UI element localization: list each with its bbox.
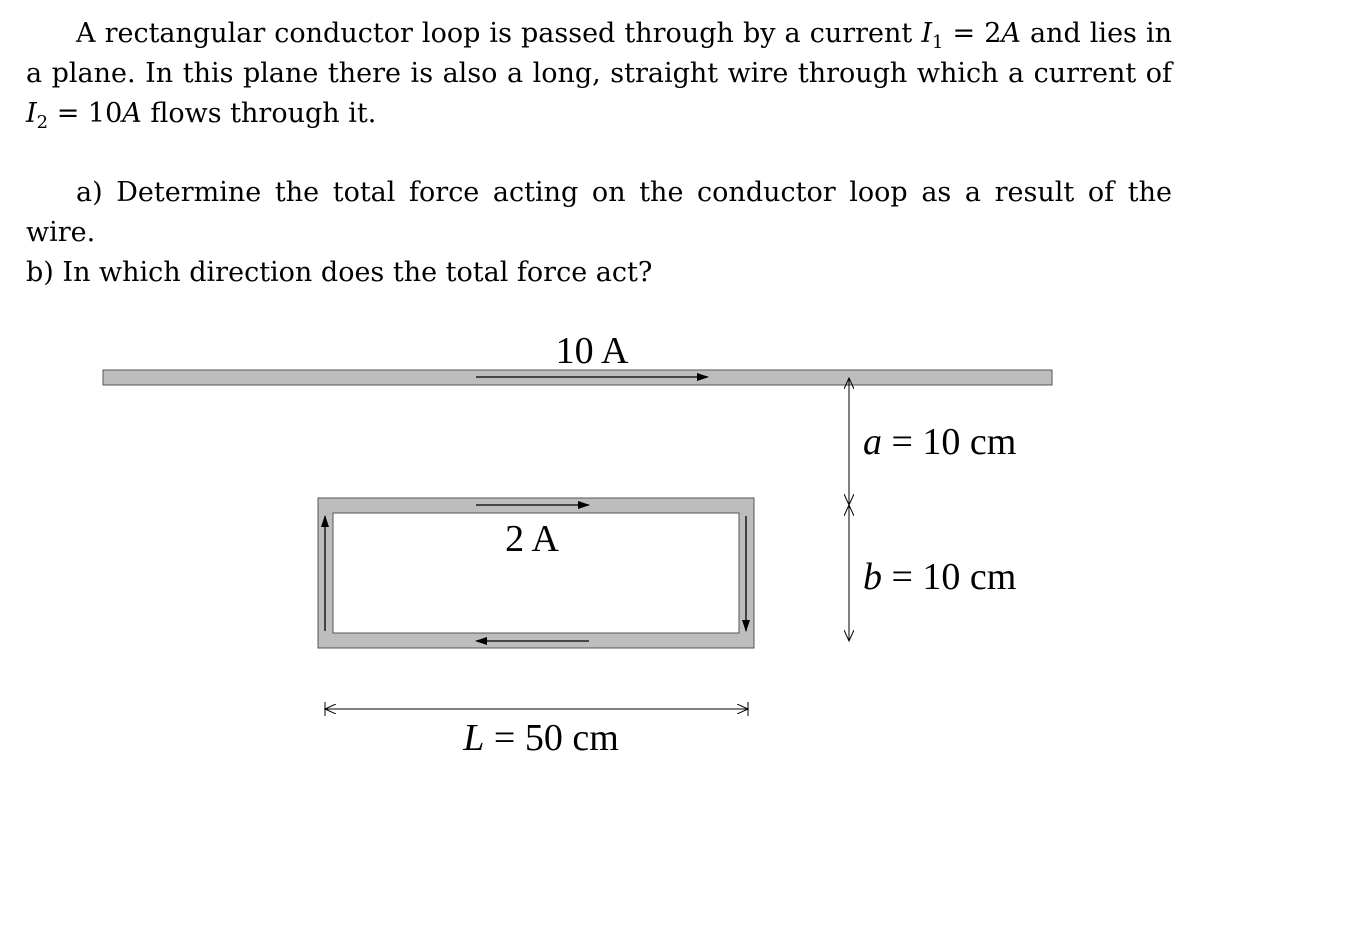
current-i2-symbol: I	[26, 98, 37, 129]
current-i2-unit: A	[122, 98, 142, 129]
current-i1-symbol: I	[921, 18, 932, 49]
current-i2-subscript: 2	[36, 112, 49, 133]
current-i2-value: = 10	[48, 98, 123, 129]
dimension-l-label	[462, 717, 619, 759]
question-b: b) In which direction does the total force act?	[26, 257, 653, 288]
loop-current-label: 2 A	[505, 518, 559, 560]
statement-part-2: and lies in a plane. In this plane there is also a long, straight wire through which a current of	[26, 18, 1172, 89]
current-i1-subscript: 1	[932, 32, 944, 53]
dimension-b-symbol: b	[863, 556, 882, 598]
statement-part-1: A rectangular conductor loop is passed through by a current	[76, 18, 922, 49]
dimension-a-label	[863, 421, 1016, 463]
dimension-b-value: = 10 cm	[882, 556, 1017, 598]
current-i1-unit: A	[1001, 18, 1021, 49]
question-a: a) Determine the total force acting on the conductor loop as a result of the wire.	[26, 177, 1172, 248]
dimension-b-label	[863, 556, 1016, 598]
wire-current-label: 10 A	[555, 330, 629, 372]
dimension-a-value: = 10 cm	[882, 421, 1017, 463]
dimension-a-symbol: a	[863, 421, 882, 463]
statement-part-3: flows through it.	[141, 98, 377, 129]
dimension-l-symbol: L	[463, 717, 485, 759]
dimension-l-value: = 50 cm	[484, 717, 619, 759]
current-i1-value: = 2	[943, 18, 1002, 49]
